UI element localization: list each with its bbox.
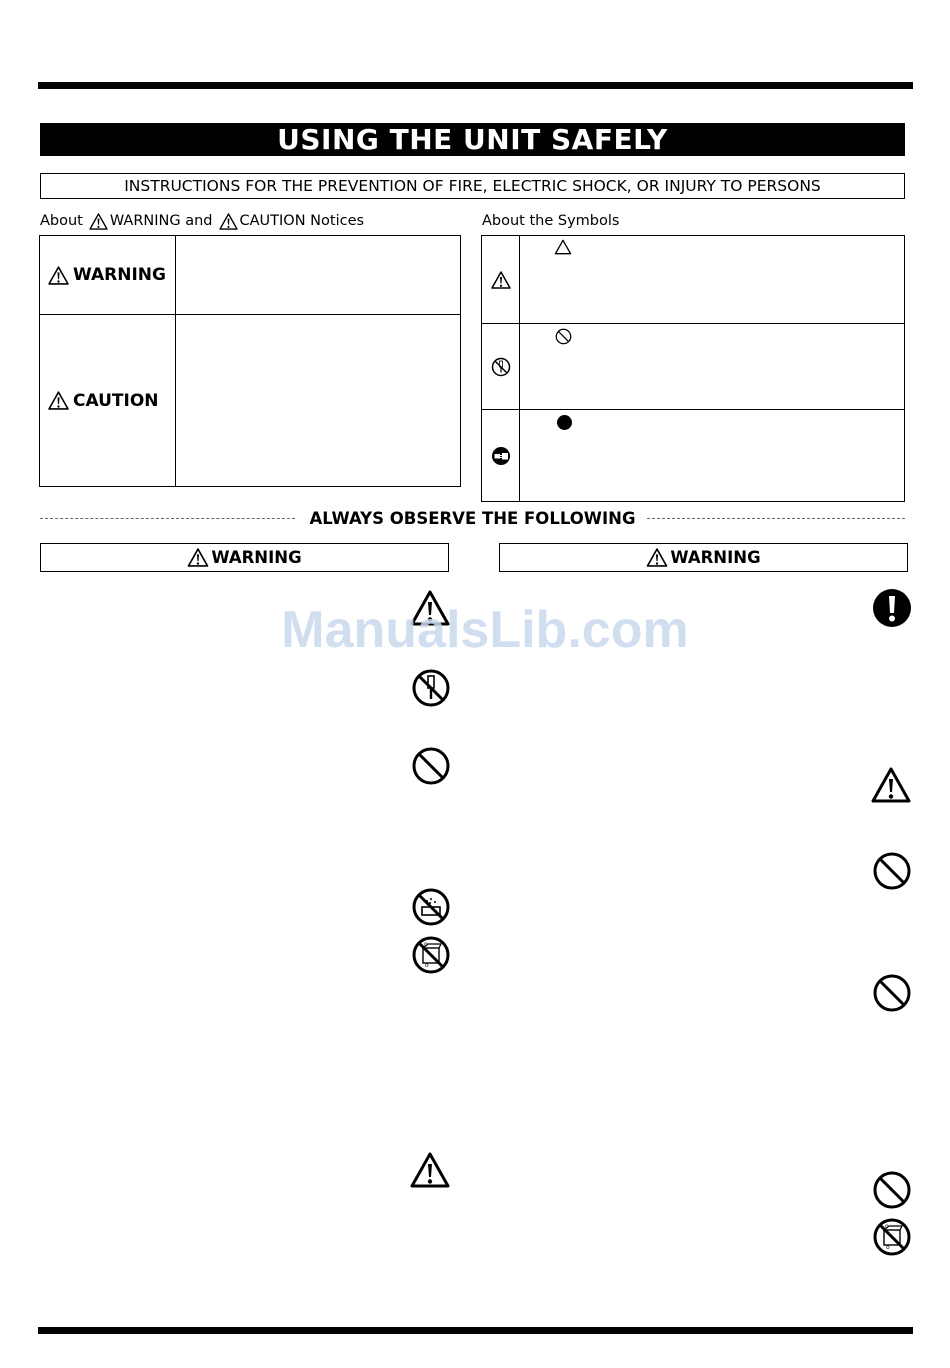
notices-caption-warning: WARNING and bbox=[109, 213, 213, 229]
page-title: USING THE UNIT SAFELY bbox=[40, 123, 905, 156]
no-children-icon bbox=[872, 1217, 912, 1257]
warning-notice-text: WARNING bbox=[73, 265, 166, 285]
unplug-icon bbox=[491, 446, 511, 466]
always-observe-row bbox=[40, 507, 905, 531]
right-warning-label: WARNING bbox=[670, 548, 761, 567]
alert-triangle-icon bbox=[871, 767, 911, 803]
alert-triangle-icon bbox=[48, 391, 69, 410]
no-disassemble-icon bbox=[411, 668, 451, 708]
symbol-row-mandatory bbox=[482, 410, 519, 501]
left-warning-label: WARNING bbox=[211, 548, 302, 567]
prohibition-circle-icon bbox=[872, 851, 912, 891]
bottom-rule bbox=[38, 1327, 913, 1334]
no-disassemble-icon bbox=[491, 357, 511, 377]
page-subtitle: INSTRUCTIONS FOR THE PREVENTION OF FIRE, ELECTRIC SHOCK, OR INJURY TO PERSONS bbox=[40, 173, 905, 199]
alert-triangle-icon bbox=[491, 271, 511, 289]
prohibition-circle-icon bbox=[555, 328, 572, 345]
notices-caption-caution: CAUTION Notices bbox=[239, 213, 365, 229]
warning-notice-label bbox=[40, 236, 175, 314]
left-warning-box bbox=[40, 543, 449, 572]
alert-triangle-icon bbox=[89, 213, 108, 230]
notices-caption-prefix: About bbox=[40, 213, 83, 229]
prohibition-circle-icon bbox=[411, 746, 451, 786]
caution-notice-text: CAUTION bbox=[73, 390, 159, 411]
top-rule bbox=[38, 82, 913, 89]
no-water-icon bbox=[411, 887, 451, 927]
symbol-row-prohibit bbox=[482, 324, 519, 409]
alert-triangle-icon bbox=[410, 1152, 450, 1188]
symbols-table bbox=[481, 235, 905, 502]
symbols-caption: About the Symbols bbox=[482, 213, 620, 229]
watermark: ManualsLib.com bbox=[281, 601, 689, 659]
alert-triangle-icon bbox=[646, 548, 668, 567]
filled-circle-icon bbox=[557, 415, 572, 430]
symbol-row-alert bbox=[482, 236, 519, 323]
alert-triangle-icon bbox=[219, 213, 238, 230]
notices-table bbox=[39, 235, 461, 487]
alert-triangle-icon bbox=[48, 266, 69, 285]
exclamation-circle-icon bbox=[872, 588, 912, 628]
always-observe-heading: ALWAYS OBSERVE THE FOLLOWING bbox=[299, 509, 645, 528]
notices-caption bbox=[40, 210, 364, 232]
triangle-outline-icon bbox=[554, 239, 572, 255]
alert-triangle-icon bbox=[187, 548, 209, 567]
no-children-icon bbox=[411, 935, 451, 975]
prohibition-circle-icon bbox=[872, 973, 912, 1013]
right-warning-box bbox=[499, 543, 908, 572]
caution-notice-label bbox=[40, 315, 175, 486]
prohibition-circle-icon bbox=[872, 1170, 912, 1210]
